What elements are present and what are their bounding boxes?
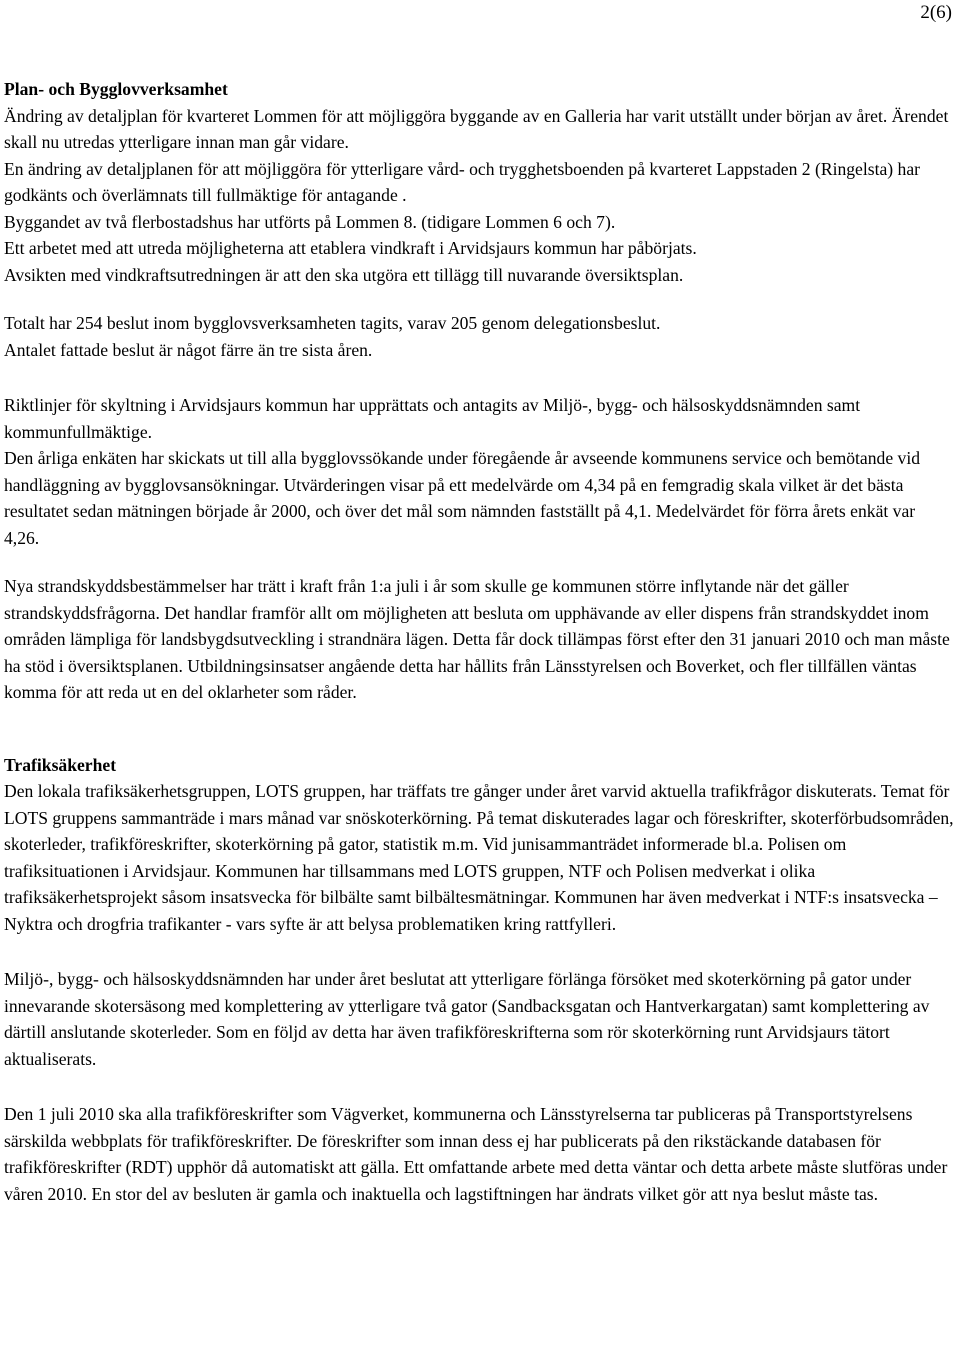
paragraph-snowmobile: Miljö-, bygg- och hälsoskyddsnämnden har under året beslutat att ytterligare förlänga försöket med skoterkörning på gator under innevarande skotersäsong med komplettering av ytterligare två gator (Sandbacksgatan och Hantverkargatan) samt komplettering av därtill anslutande skoterleder. Som en följd av detta har även trafikföreskrifterna som rör skoterkörning runt Arvidsjaurs tätort aktualiserats. (4, 969, 930, 1069)
page-number: 2(6) (920, 2, 952, 23)
section-plan (4, 76, 954, 706)
section-traffic (4, 752, 954, 1208)
paragraph-lots: Den lokala trafiksäkerhetsgruppen, LOTS gruppen, har träffats tre gånger under året varvid aktuella trafikfrågor diskuterats. Temat för LOTS gruppens sammanträde i mars månad var snöskoterkörning. På temat diskuterades lagar och föreskrifter, skoterförbudsområden, skoterleder, trafikföreskrifter, skoterkörning på gator, statistik m.m. Vid junisammanträdet informerade bl.a. Polisen om trafiksituationen i Arvidsjaur. Kommunen har tillsammans med LOTS gruppen, NTF och Polisen medverkat i olika trafiksäkerhetsprojekt såsom insatsvecka för bilbälte samt bilbältesmätningar. Kommunen har även medverkat i NTF:s insatsvecka – Nyktra och drogfria trafikanter - vars syfte är att belysa problematiken kring rattfylleri. (4, 781, 954, 934)
paragraph-totals-compare: Antalet fattade beslut är något färre än tre sista åren. (4, 339, 373, 360)
paragraph-vindkraft: Ett arbetet med att utreda möjligheterna att etablera vindkraft i Arvidsjaurs kommun har påbörjats. (4, 238, 697, 258)
section-heading-traffic: Trafiksäkerhet (4, 754, 117, 775)
paragraph-shore-protection: Nya strandskyddsbestämmelser har trätt i kraft från 1:a juli i år som skulle ge kommunen större inflytande när det gäller strandskyddsfrågorna. Det handlar framför allt om möjligheten att besluta om upphävande av eller dispens från strandskyddet inom områden lämpliga för landsbygdsutveckling i strandnära lägen. Detta får dock tillämpas först efter den 31 januari 2010 och man måste ha stöd i översiktsplanen. Utbildningsinsatser angående detta har hållits från Länsstyrelsen och Boverket, och fler tillfällen väntas komma för att reda ut en del oklarheter som råder. (4, 576, 950, 702)
paragraph-totals: Totalt har 254 beslut inom bygglovsverksamheten tagits, varav 205 genom delegationsbeslut. (4, 313, 661, 333)
paragraph-vindkraft-purpose: Avsikten med vindkraftsutredningen är att den ska utgöra ett tillägg till nuvarande översiktsplan. (4, 264, 684, 285)
paragraph-survey: Den årliga enkäten har skickats ut till alla bygglovssökande under föregående år avseende kommunens service och bemötande vid handläggning av bygglovsansökningar. Utvärderingen visar på ett medelvärde om 4,34 på en femgradig skala vilket är det bästa resultatet sedan mätningen började år 2000, och över det mål som nämnden fastställt på 4,1. Medelvärdet för förra årets enkät var 4,26. (4, 448, 921, 548)
paragraph-lommen: Byggandet av två flerbostadshus har utförts på Lommen 8. (tidigare Lommen 6 och 7). (4, 211, 616, 232)
document-body (4, 76, 954, 1207)
paragraph-lappstaden: En ändring av detaljplanen för att möjliggöra för ytterligare vård- och trygghetsboenden på kvarteret Lappstaden 2 (Ringelsta) har godkänts och överlämnats till fullmäktige för antagande . (4, 158, 921, 205)
paragraph-galleria: Ändring av detaljplan för kvarteret Lommen för att möjliggöra byggande av en Galleria har varit utställt under början av året. Ärendet skall nu utredas ytterligare innan man går vidare. (4, 105, 949, 152)
paragraph-regulations: Den 1 juli 2010 ska alla trafikföreskrifter som Vägverket, kommunerna och Länsstyrelserna tar publiceras på Transportstyrelsens särskilda webbplats för trafikföreskrifter. De föreskrifter som innan dess ej har publicerats på den rikstäckande databasen för trafikföreskrifter (RDT) upphör då automatiskt att gälla. Ett omfattande arbete med detta väntar och detta arbete måste slutföras under våren 2010. En stor del av besluten är gamla och inaktuella och lagstiftningen har ändrats vilket gör att nya beslut måste tas. (4, 1104, 948, 1204)
section-heading-plan: Plan- och Bygglovverksamhet (4, 79, 228, 99)
paragraph-guidelines: Riktlinjer för skyltning i Arvidsjaurs kommun har upprättats och antagits av Miljö-, bygg- och hälsoskyddsnämnden samt kommunfullmäktige. (4, 395, 861, 442)
